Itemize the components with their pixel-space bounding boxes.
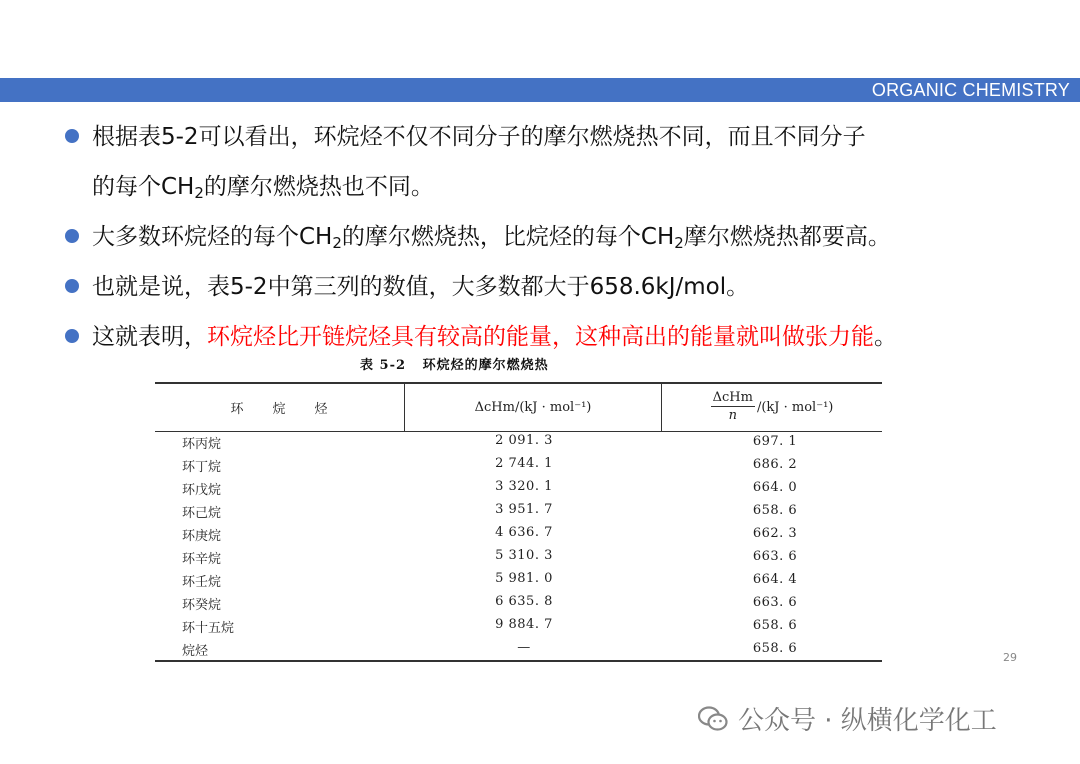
- bullet-2-text-c: 摩尔燃烧热都要高。: [683, 224, 891, 250]
- cycloalkane-name: 环癸烷: [182, 598, 222, 613]
- combustion-heat-value: 9 884. 7: [495, 617, 553, 632]
- bullet-dot-icon: [65, 229, 79, 243]
- per-ch2-value: 664. 0: [752, 480, 798, 495]
- header-fraction: [711, 390, 755, 425]
- table-row: [155, 477, 882, 500]
- header-combustion-heat: ΔcHm/(kJ · mol⁻¹): [474, 400, 592, 415]
- per-ch2-value: 658. 6: [752, 618, 798, 633]
- combustion-heat-value: 3 320. 1: [495, 479, 553, 494]
- cycloalkane-name: 环庚烷: [182, 529, 222, 544]
- table-row: [155, 431, 882, 454]
- per-ch2-value: 686. 2: [752, 457, 798, 472]
- bullet-4-highlight: 环烷烃比开链烷烃具有较高的能量，这种高出的能量就叫做张力能: [207, 324, 874, 350]
- cycloalkane-name: 烷烃: [182, 644, 209, 659]
- bullet-dot-icon: [65, 329, 79, 343]
- watermark-text: 公众号 · 纵横化学化工: [738, 706, 997, 736]
- bullet-2-text: [92, 212, 1070, 262]
- header-per-ch2: [662, 384, 882, 431]
- table-row: [155, 523, 882, 546]
- cycloalkane-name: 环己烷: [182, 506, 222, 521]
- bullet-4-plain: 这就表明，: [92, 324, 207, 350]
- per-ch2-value: 697. 1: [752, 434, 798, 449]
- subscript: 2: [332, 234, 342, 252]
- per-ch2-value: 658. 6: [752, 503, 798, 518]
- combustion-heat-value: 2 744. 1: [495, 456, 553, 471]
- bullet-list: [60, 112, 1070, 362]
- bullet-dot-icon: [65, 279, 79, 293]
- cycloalkane-name: 环十五烷: [182, 621, 235, 636]
- cycloalkane-name: 环壬烷: [182, 575, 222, 590]
- combustion-heat-value: 6 635. 8: [495, 594, 553, 609]
- bullet-item-1: [60, 112, 1070, 212]
- cycloalkane-name: 环丁烷: [182, 460, 222, 475]
- combustion-heat-value: 3 951. 7: [495, 502, 553, 517]
- bullet-2-text-b: 的摩尔燃烧热，比烷烃的每个CH: [341, 224, 675, 250]
- wechat-icon: [698, 706, 728, 732]
- table-body: [155, 431, 882, 661]
- table-row: [155, 569, 882, 592]
- table-row: [155, 615, 882, 638]
- bullet-2-text-a: 大多数环烷烃的每个CH: [92, 224, 333, 250]
- watermark: [698, 700, 997, 737]
- bullet-item-2: [60, 212, 1070, 262]
- per-ch2-value: 663. 6: [752, 595, 798, 610]
- table-bottom-rule: [155, 660, 882, 662]
- subscript: 2: [674, 234, 684, 252]
- table-caption: 表 5-2 环烷烃的摩尔燃烧热: [360, 358, 549, 373]
- per-ch2-value: 663. 6: [752, 549, 798, 564]
- header-unit: /(kJ · mol⁻¹): [756, 400, 834, 415]
- table-row: [155, 500, 882, 523]
- bullet-1-text-b: 的摩尔燃烧热也不同。: [203, 174, 434, 200]
- per-ch2-value: 664. 4: [752, 572, 798, 587]
- header-bar: [0, 78, 1080, 102]
- table-row: [155, 454, 882, 477]
- header-label: ORGANIC CHEMISTRY: [871, 80, 1070, 100]
- table-row: [155, 592, 882, 615]
- combustion-heat-value: 5 981. 0: [495, 571, 553, 586]
- combustion-heat-value: —: [517, 640, 531, 655]
- page-number: 29: [1003, 651, 1017, 664]
- bullet-item-3: [60, 262, 1070, 312]
- combustion-heat-value: 2 091. 3: [495, 433, 553, 448]
- bullet-1-text-a: 的每个CH: [92, 174, 195, 200]
- per-ch2-value: 658. 6: [752, 641, 798, 656]
- combustion-heat-value: 4 636. 7: [495, 525, 553, 540]
- bullet-1-line-1: 根据表5-2可以看出，环烷烃不仅不同分子的摩尔燃烧热不同，而且不同分子: [92, 124, 866, 150]
- fraction-denominator: n: [728, 408, 737, 423]
- combustion-heat-value: 5 310. 3: [495, 548, 553, 563]
- per-ch2-value: 662. 3: [752, 526, 798, 541]
- header-cycloalkane: 环 烷 烃: [230, 402, 329, 417]
- cycloalkane-name: 环戊烷: [182, 483, 222, 498]
- bullet-4-end: 。: [874, 324, 897, 350]
- bullet-3-text: 也就是说，表5-2中第三列的数值，大多数都大于658.6kJ/mol。: [92, 274, 750, 300]
- cycloalkane-name: 环丙烷: [182, 437, 222, 452]
- subscript: 2: [194, 184, 204, 202]
- cycloalkane-name: 环辛烷: [182, 552, 222, 567]
- fraction-numerator: ΔcHm: [712, 390, 753, 405]
- bullet-dot-icon: [65, 129, 79, 143]
- table-row: [155, 546, 882, 569]
- table-row: [155, 638, 882, 661]
- bullet-1-line-2: [92, 162, 1070, 212]
